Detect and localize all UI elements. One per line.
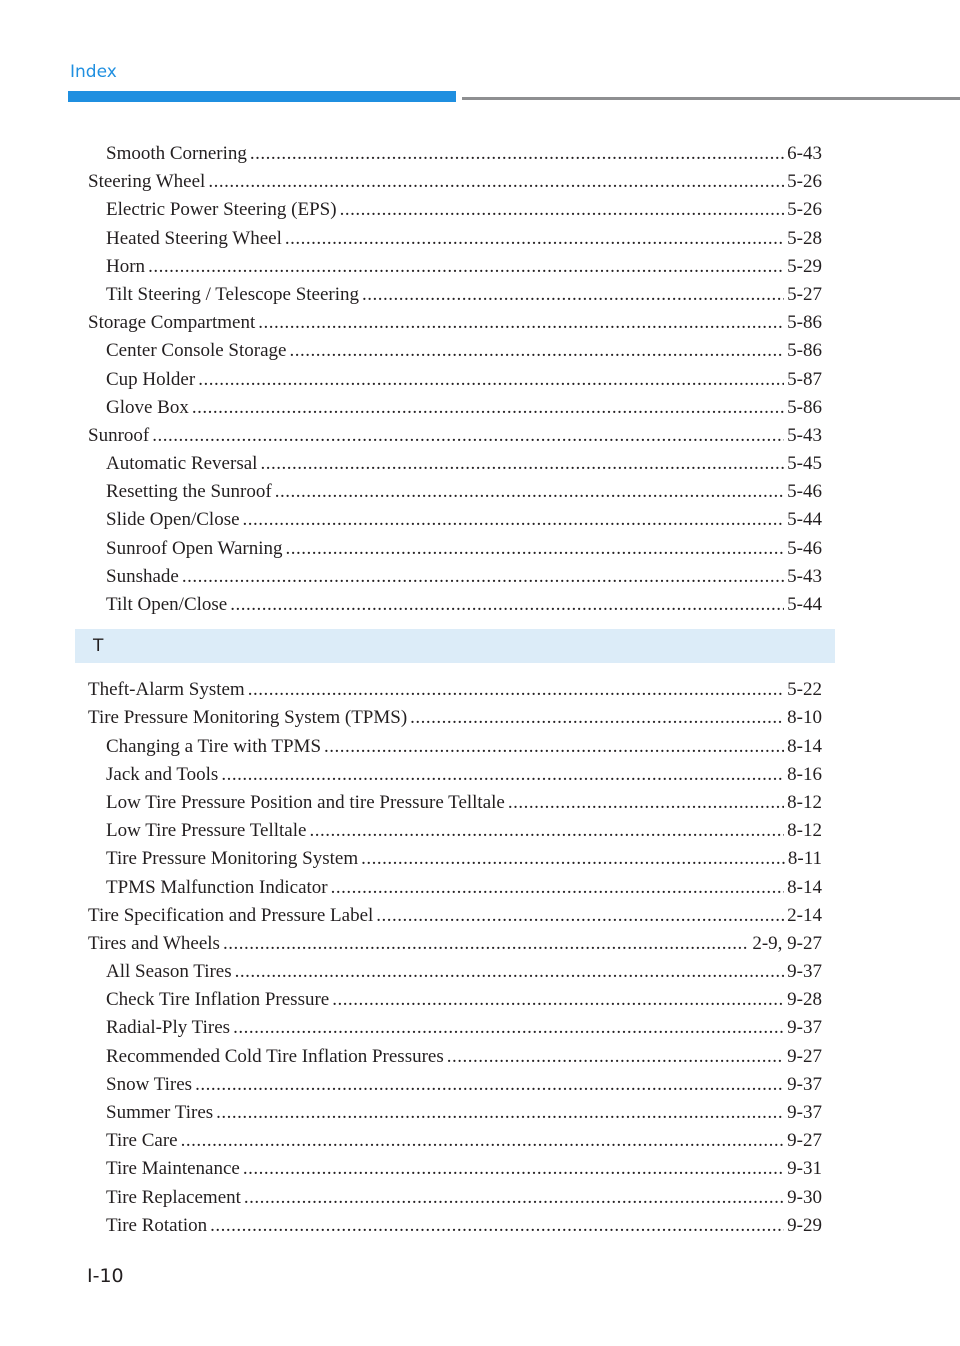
- index-subentry: [88, 591, 822, 619]
- entry-label: Snow Tires: [106, 1073, 193, 1095]
- index-subentry: [88, 506, 822, 534]
- entry-label: All Season Tires: [106, 961, 232, 983]
- dot-leader: [285, 225, 784, 253]
- index-subentry: [88, 761, 822, 789]
- index-entry: [88, 422, 822, 450]
- dot-leader: [198, 366, 784, 394]
- index-subentry: [88, 535, 822, 563]
- dot-leader: [331, 874, 785, 902]
- index-subentry: [88, 1099, 822, 1127]
- entry-label: Sunroof Open Warning: [106, 537, 283, 559]
- dot-leader: [275, 478, 784, 506]
- page-number: I-10: [87, 1265, 124, 1287]
- entry-page-ref: 5-43: [787, 565, 822, 587]
- entry-page-ref: 5-22: [787, 679, 822, 701]
- index-subentry: [88, 733, 822, 761]
- entry-label: Cup Holder: [106, 368, 196, 390]
- entry-label: Resetting the Sunroof: [106, 481, 272, 503]
- entry-page-ref: 5-44: [787, 509, 822, 531]
- entry-page-ref: 8-12: [787, 820, 822, 842]
- index-subentry: [88, 1071, 822, 1099]
- entry-page-ref: 8-16: [787, 763, 822, 785]
- entry-page-ref: 9-37: [787, 1102, 822, 1123]
- entry-page-ref: 5-44: [787, 594, 822, 615]
- dot-leader: [508, 789, 784, 817]
- entry-label: Horn: [106, 255, 146, 277]
- dot-leader: [221, 761, 784, 789]
- dot-leader: [235, 958, 785, 986]
- entry-page-ref: 9-29: [787, 1214, 822, 1236]
- entry-label: Storage Compartment: [88, 312, 256, 334]
- index-subentry: [88, 1127, 822, 1155]
- dot-leader: [410, 704, 784, 732]
- dot-leader: [340, 196, 785, 224]
- entry-label: Steering Wheel: [88, 171, 206, 193]
- entry-label: Slide Open/Close: [106, 509, 240, 531]
- entry-label: Theft-Alarm System: [88, 679, 245, 701]
- entry-label: Tire Pressure Monitoring System (TPMS): [88, 707, 408, 729]
- index-entry: [88, 704, 822, 732]
- dot-leader: [248, 676, 784, 704]
- entry-label: Tire Replacement: [106, 1186, 241, 1208]
- dot-leader: [260, 450, 784, 478]
- dot-leader: [250, 140, 784, 168]
- entry-label: Low Tire Pressure Position and tire Pressure Telltale: [106, 791, 505, 813]
- entry-label: Tire Pressure Monitoring System: [106, 848, 359, 870]
- section-title: Index: [70, 62, 117, 82]
- entry-label: Tire Specification and Pressure Label: [88, 904, 374, 926]
- dot-leader: [332, 986, 784, 1014]
- entry-page-ref: 5-43: [787, 424, 822, 446]
- entry-label: Smooth Cornering: [106, 143, 247, 164]
- index-subentry: [88, 845, 822, 873]
- header-accent-bar: [68, 91, 456, 102]
- index-subentry: [88, 874, 822, 902]
- entry-page-ref: 9-30: [787, 1186, 822, 1208]
- entry-label: Recommended Cold Tire Inflation Pressures: [106, 1045, 444, 1067]
- entry-page-ref: 8-12: [787, 791, 822, 813]
- entry-label: Heated Steering Wheel: [106, 227, 282, 249]
- entry-page-ref: 9-27: [787, 1130, 822, 1152]
- index-subentry: [88, 140, 822, 168]
- dot-leader: [362, 281, 784, 309]
- entry-page-ref: 2-14: [787, 904, 822, 926]
- index-entry: [88, 676, 822, 704]
- index-subentry: [88, 1014, 822, 1042]
- dot-leader: [208, 168, 784, 196]
- entry-page-ref: 9-37: [787, 1073, 822, 1095]
- entry-page-ref: 9-31: [787, 1158, 822, 1180]
- entry-page-ref: 5-28: [787, 227, 822, 249]
- dot-leader: [210, 1212, 784, 1240]
- index-subentry: [88, 1184, 822, 1212]
- entry-label: TPMS Malfunction Indicator: [106, 876, 328, 898]
- section-letter: T: [93, 636, 104, 657]
- header-rule: [462, 97, 960, 100]
- entry-label: Center Console Storage: [106, 340, 287, 362]
- entry-page-ref: 5-46: [787, 537, 822, 559]
- dot-leader: [192, 394, 784, 422]
- entry-page-ref: 8-10: [787, 707, 822, 729]
- entry-page-ref: 5-87: [787, 368, 822, 390]
- entry-page-ref: 8-14: [787, 735, 822, 757]
- index-group-s: [88, 140, 822, 619]
- dot-leader: [148, 253, 784, 281]
- entry-label: Tilt Open/Close: [106, 594, 228, 615]
- entry-label: Automatic Reversal: [106, 453, 258, 475]
- dot-leader: [223, 930, 749, 958]
- dot-leader: [181, 1127, 785, 1155]
- index-entry: [88, 930, 822, 958]
- entry-label: Sunroof: [88, 424, 150, 446]
- entry-label: Glove Box: [106, 396, 189, 418]
- dot-leader: [195, 1071, 784, 1099]
- dot-leader: [361, 845, 785, 873]
- entry-label: Tires and Wheels: [88, 932, 220, 954]
- entry-page-ref: 5-86: [787, 340, 822, 362]
- index-subentry: [88, 225, 822, 253]
- entry-page-ref: 8-11: [787, 848, 822, 870]
- entry-page-ref: 5-26: [787, 171, 822, 193]
- entry-label: Tire Care: [106, 1130, 178, 1152]
- index-subentry: [88, 478, 822, 506]
- index-subentry: [88, 366, 822, 394]
- index-subentry: [88, 563, 822, 591]
- dot-leader: [182, 563, 784, 591]
- entry-label: Tire Rotation: [106, 1214, 208, 1236]
- dot-leader: [447, 1043, 784, 1071]
- dot-leader: [376, 902, 784, 930]
- dot-leader: [230, 591, 784, 619]
- index-subentry: [88, 958, 822, 986]
- entry-page-ref: 5-29: [787, 255, 822, 277]
- dot-leader: [258, 309, 784, 337]
- index-entry: [88, 902, 822, 930]
- entry-label: Changing a Tire with TPMS: [106, 735, 322, 757]
- entry-page-ref: 9-28: [787, 989, 822, 1011]
- index-subentry: [88, 450, 822, 478]
- entry-page-ref: 2-9, 9-27: [752, 932, 822, 954]
- dot-leader: [152, 422, 784, 450]
- index-subentry: [88, 1212, 822, 1240]
- dot-leader: [216, 1099, 784, 1127]
- index-subentry: [88, 196, 822, 224]
- index-entry: [88, 168, 822, 196]
- dot-leader: [324, 733, 784, 761]
- dot-leader: [244, 1184, 784, 1212]
- index-entry: [88, 309, 822, 337]
- index-subentry: [88, 817, 822, 845]
- entry-page-ref: 5-27: [787, 283, 822, 305]
- entry-page-ref: 5-45: [787, 453, 822, 475]
- index-subentry: [88, 1043, 822, 1071]
- entry-page-ref: 9-37: [787, 1017, 822, 1039]
- dot-leader: [233, 1014, 784, 1042]
- dot-leader: [309, 817, 784, 845]
- entry-page-ref: 5-26: [787, 199, 822, 221]
- dot-leader: [243, 1155, 784, 1183]
- entry-page-ref: 8-14: [787, 876, 822, 898]
- index-subentry: [88, 337, 822, 365]
- section-header-t: [75, 629, 835, 663]
- dot-leader: [285, 535, 784, 563]
- entry-label: Electric Power Steering (EPS): [106, 199, 337, 221]
- index-subentry: [88, 1155, 822, 1183]
- index-subentry: [88, 394, 822, 422]
- entry-page-ref: 9-27: [787, 1045, 822, 1067]
- entry-label: Summer Tires: [106, 1102, 214, 1123]
- index-subentry: [88, 253, 822, 281]
- entry-page-ref: 5-46: [787, 481, 822, 503]
- entry-page-ref: 5-86: [787, 396, 822, 418]
- entry-label: Jack and Tools: [106, 763, 219, 785]
- dot-leader: [289, 337, 784, 365]
- index-subentry: [88, 789, 822, 817]
- entry-label: Tilt Steering / Telescope Steering: [106, 283, 360, 305]
- index-subentry: [88, 986, 822, 1014]
- entry-label: Sunshade: [106, 565, 179, 587]
- entry-label: Tire Maintenance: [106, 1158, 240, 1180]
- entry-page-ref: 6-43: [787, 143, 822, 164]
- dot-leader: [243, 506, 785, 534]
- entry-page-ref: 9-37: [787, 961, 822, 983]
- entry-page-ref: 5-86: [787, 312, 822, 334]
- index-entries: [88, 140, 822, 1240]
- entry-label: Low Tire Pressure Telltale: [106, 820, 307, 842]
- index-subentry: [88, 281, 822, 309]
- index-group-t: [88, 676, 822, 1240]
- entry-label: Check Tire Inflation Pressure: [106, 989, 330, 1011]
- entry-label: Radial-Ply Tires: [106, 1017, 231, 1039]
